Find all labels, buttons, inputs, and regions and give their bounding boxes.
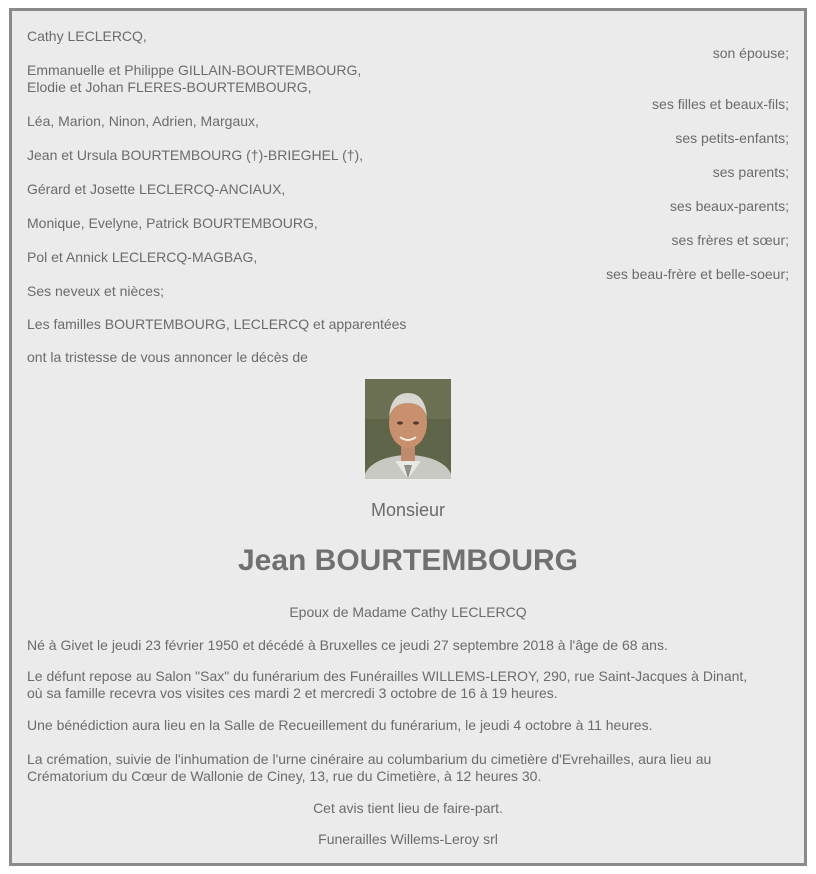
family-line-families: Les familles BOURTEMBOURG, LECLERCQ et apparentées	[27, 316, 407, 332]
family-line-daughter-2: Elodie et Johan FLERES-BOURTEMBOURG,	[27, 79, 312, 95]
relation-siblings-in-law: ses beau-frère et belle-soeur;	[606, 266, 789, 282]
family-line-siblings: Monique, Evelyne, Patrick BOURTEMBOURG,	[27, 215, 318, 231]
obituary-frame	[9, 8, 807, 866]
cremation-line-2: Crématorium du Cœur de Wallonie de Ciney, 13, rue du Cimetière, à 12 heures 30.	[27, 768, 542, 784]
cremation-line-1: La crémation, suivie de l'inhumation de l'urne cinéraire au columbarium du cimetière d'Evrehailles, aura lieu au	[27, 751, 712, 767]
family-line-nephews: Ses neveux et nièces;	[27, 283, 164, 299]
portrait-illustration	[365, 379, 451, 479]
notice-text: Cet avis tient lieu de faire-part.	[313, 800, 503, 816]
relation-spouse: son épouse;	[712, 45, 789, 61]
funeral-home-name: Funerailles Willems-Leroy srl	[318, 831, 498, 847]
family-line-grandchildren: Léa, Marion, Ninon, Adrien, Margaux,	[27, 113, 259, 129]
repose-line-2: où sa famille recevra vos visites ces mardi 2 et mercredi 3 octobre de 16 à 19 heures.	[27, 685, 558, 701]
announce-text: ont la tristesse de vous annoncer le décès de	[27, 349, 308, 365]
deceased-name: Jean BOURTEMBOURG	[237, 544, 579, 577]
relation-parents-in-law: ses beaux-parents;	[669, 198, 789, 214]
relation-siblings: ses frères et sœur;	[671, 232, 789, 248]
honorific: Monsieur	[370, 500, 446, 520]
relation-grandchildren: ses petits-enfants;	[675, 130, 789, 146]
family-line-daughter-1: Emmanuelle et Philippe GILLAIN-BOURTEMBOURG,	[27, 62, 362, 78]
repose-line-1: Le défunt repose au Salon "Sax" du funérarium des Funérailles WILLEMS-LEROY, 290, rue Saint-Jacques à Dinant,	[27, 668, 748, 684]
family-line-spouse: Cathy LECLERCQ,	[27, 28, 147, 44]
obituary-content	[12, 11, 804, 863]
family-line-parents-in-law: Gérard et Josette LECLERCQ-ANCIAUX,	[27, 181, 286, 197]
blessing-text: Une bénédiction aura lieu en la Salle de Recueillement du funérarium, le jeudi 4 octobre à 11 heures.	[27, 717, 653, 733]
family-line-parents: Jean et Ursula BOURTEMBOURG (†)-BRIEGHEL (†),	[27, 147, 364, 163]
relation-daughters: ses filles et beaux-fils;	[652, 96, 789, 112]
family-line-siblings-in-law: Pol et Annick LECLERCQ-MAGBAG,	[27, 249, 258, 265]
portrait-photo	[365, 379, 451, 479]
birth-death-text: Né à Givet le jeudi 23 février 1950 et décédé à Bruxelles ce jeudi 27 septembre 2018 à l'âge de 68 ans.	[27, 637, 668, 653]
relation-parents: ses parents;	[712, 164, 789, 180]
spouse-line: Epoux de Madame Cathy LECLERCQ	[289, 604, 527, 620]
